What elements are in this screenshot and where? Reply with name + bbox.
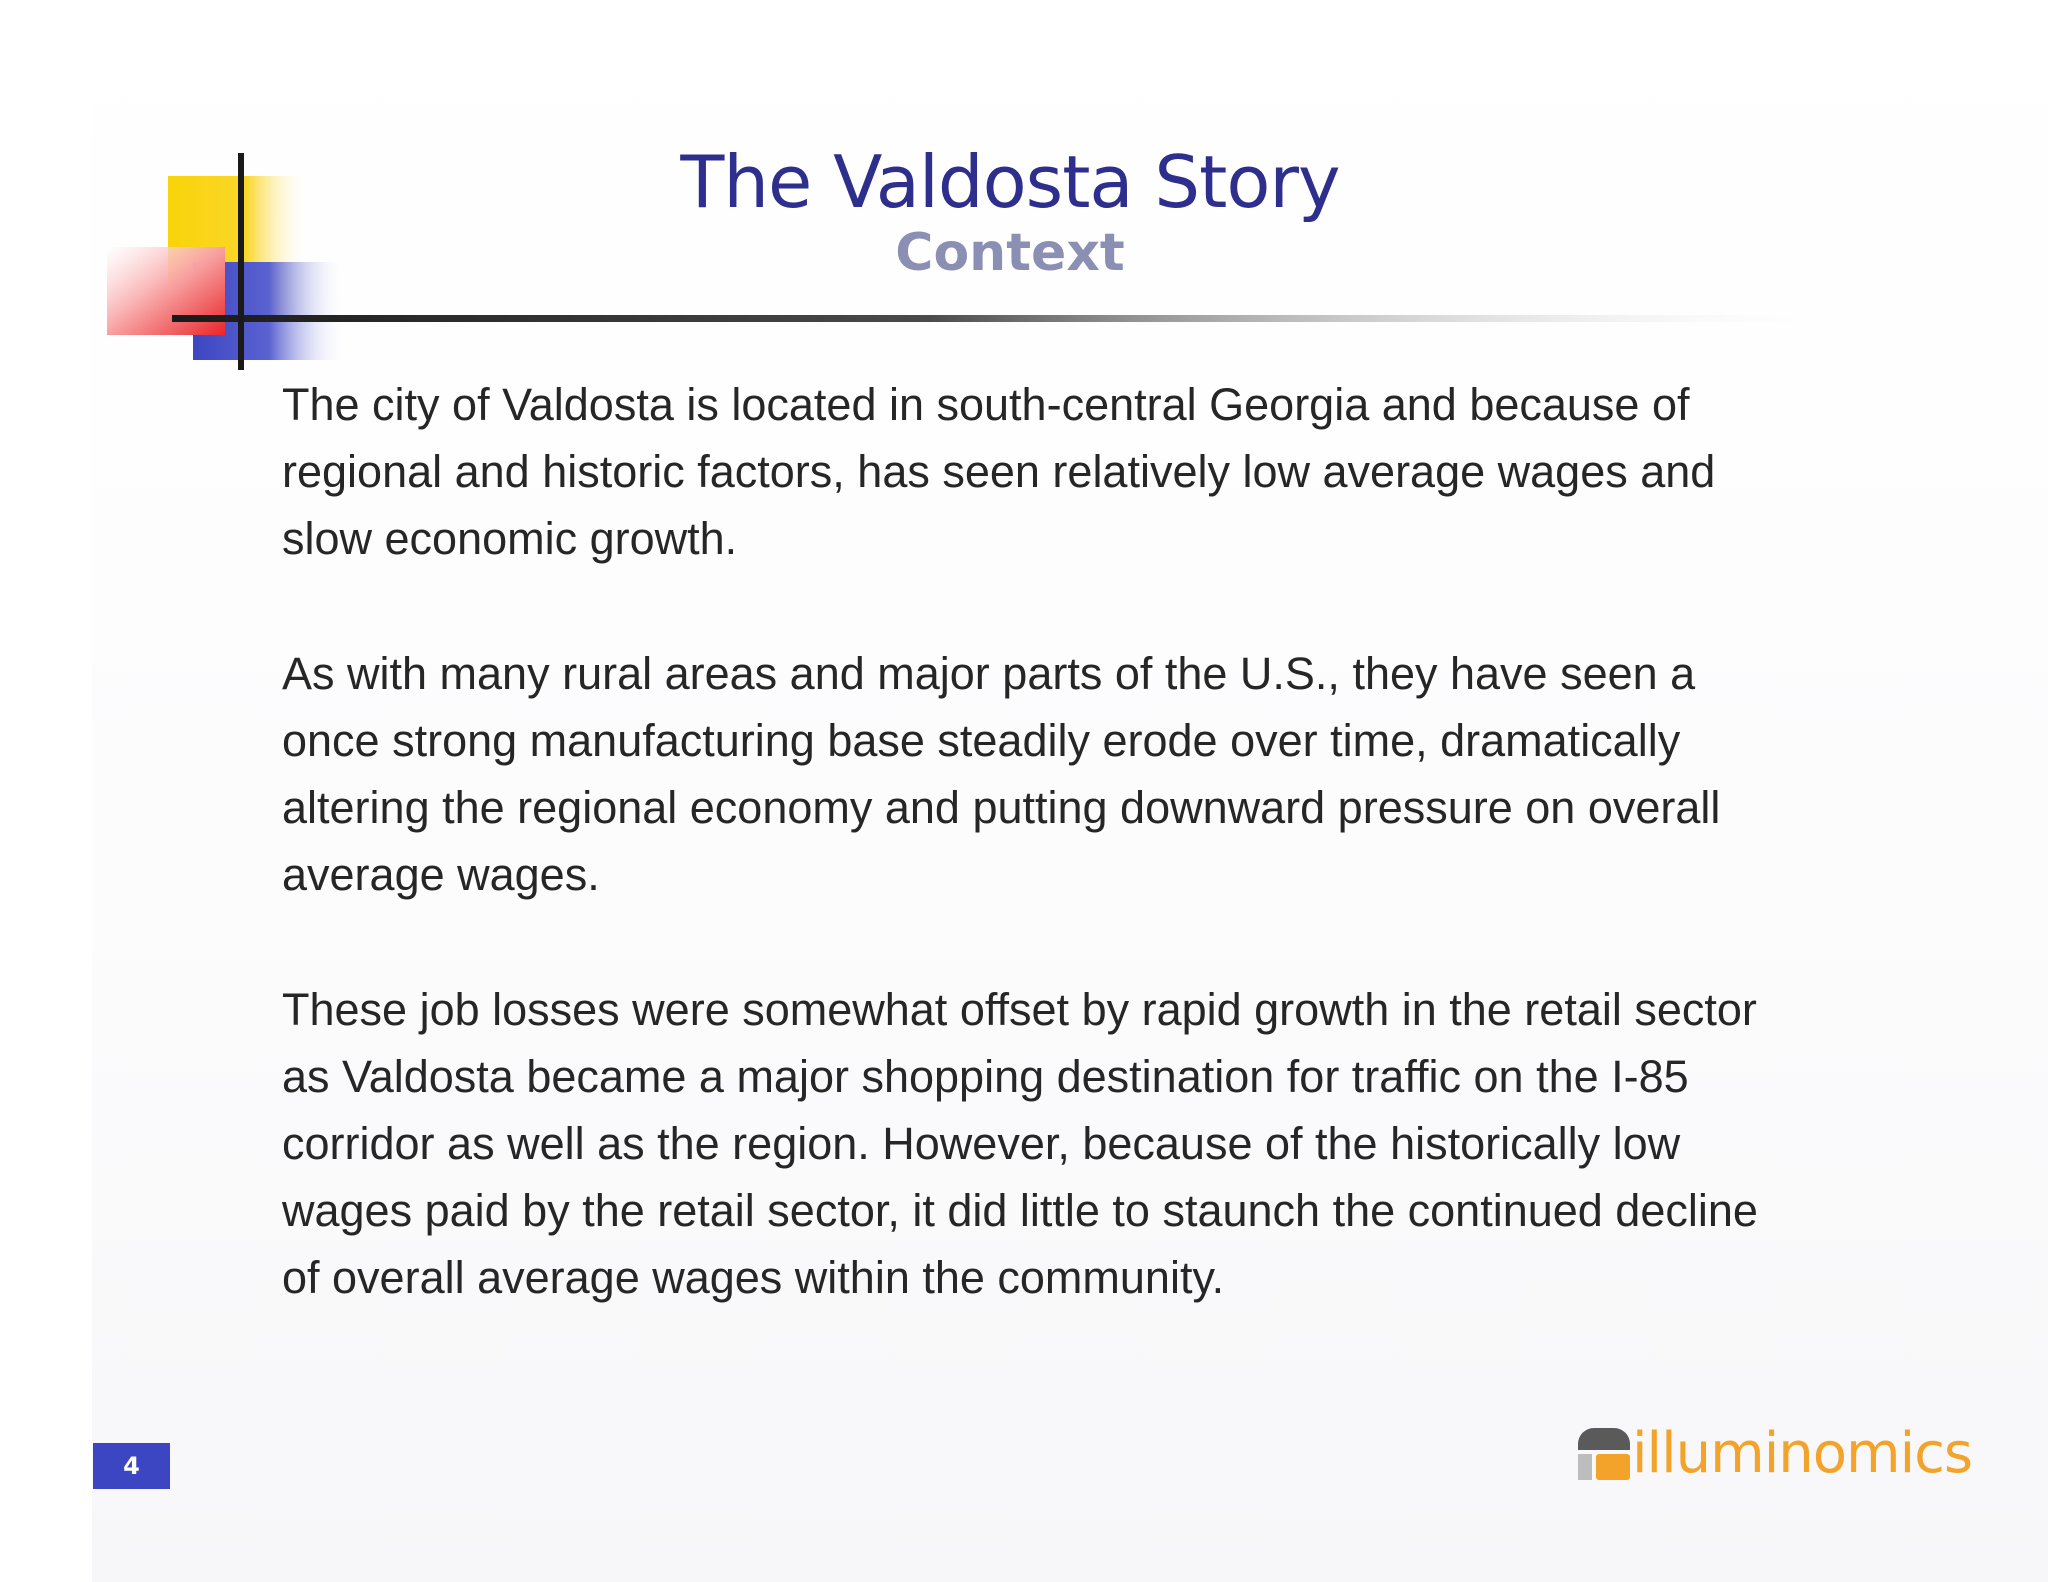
illuminomics-logo	[1576, 1421, 1973, 1486]
page-number-badge: 4	[93, 1443, 170, 1489]
logo-wordmark: illuminomics	[1632, 1421, 1973, 1486]
slide-subtitle: Context	[895, 223, 1125, 283]
slide-body	[282, 371, 1842, 1379]
body-paragraph: As with many rural areas and major parts of the U.S., they have seen a once strong manufacturing base steadily erode over time, dramatically altering the regional economy and putting downward pressure on overall average wages.	[282, 648, 1721, 900]
body-paragraph: These job losses were somewhat offset by rapid growth in the retail sector as Valdosta became a major shopping destination for traffic on the I-85 corridor as well as the region. However, because of the historically low wages paid by the retail sector, it did little to staunch the continued decline of overall average wages within the community.	[282, 984, 1758, 1303]
slide-title: The Valdosta Story	[680, 140, 1340, 224]
logo-mark-icon	[1576, 1426, 1630, 1482]
body-paragraph: The city of Valdosta is located in south-central Georgia and because of regional and historic factors, has seen relatively low average wages and slow economic growth.	[282, 379, 1716, 564]
